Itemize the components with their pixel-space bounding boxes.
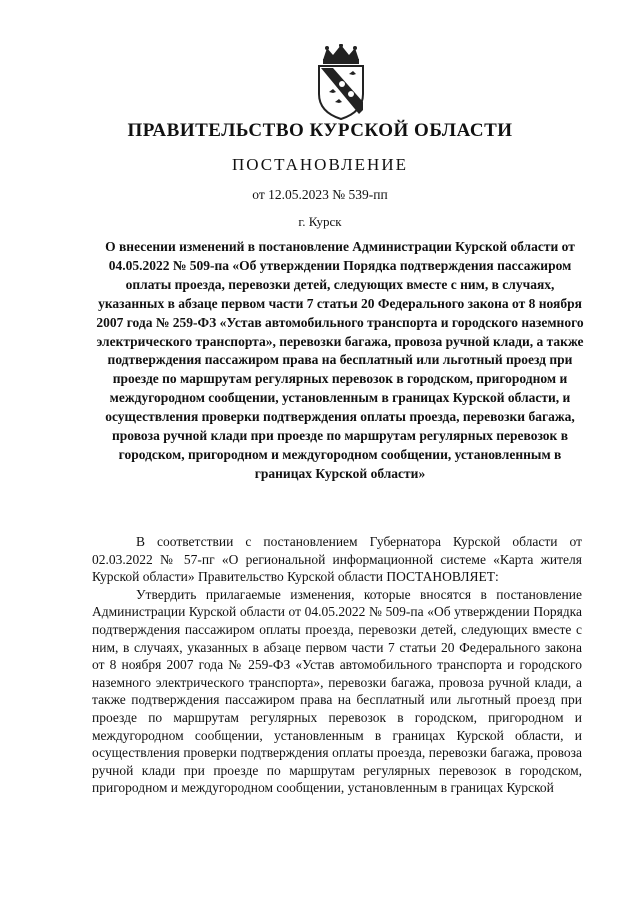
document-date-number: от 12.05.2023 № 539-пп [252,187,388,202]
document-type: ПОСТАНОВЛЕНИЕ [231,155,408,174]
document-subject: О внесении изменений в постановление Администрации Курской области от 04.05.2022 № 509-па «Об утверждении Порядка подтверждения пассажиром оплаты проезда, перевозки детей, следующих вместе с ним, в случаях, указанных в абзаце первом части 7 статьи 20 Федерального закона от 8 ноября 2007 года № 259-ФЗ «Устав автомобильного транспорта и городского наземного электрического транспорта», перевозки багажа, провоза ручной клади, а также подтверждения пассажиром права на бесплатный или льготный проезд при проезде по маршрутам регулярных перевозок в городском, пригородном и междугородном сообщении, установленным в границах Курской области, и осуществления проверки подтверждения оплаты проезда, перевозки багажа, провоза ручной клади при проезде по маршрутам регулярных перевозок в городском, пригородном и междугородном сообщении, установленным в границах Курской области» [96,239,584,481]
kursk-coat-of-arms-icon [309,44,373,120]
document-body [92,533,582,797]
body-paragraph-1: В соответствии с постановлением Губернатора Курской области от 02.03.2022 № 57-пг «О региональной информационной системе «Карта жителя Курской области» Правительство Курской области ПОСТАНОВЛЯЕТ: [92,534,582,585]
government-title: ПРАВИТЕЛЬСТВО КУРСКОЙ ОБЛАСТИ [127,120,513,141]
document-city: г. Курск [298,214,342,229]
body-paragraph-2: Утвердить прилагаемые изменения, которые вносятся в постановление Администрации Курской области от 04.05.2022 № 509-па «Об утверждении Порядка подтверждения пассажиром оплаты проезда, перевозки детей, следующих вместе с ним, в случаях, указанных в абзаце первом части 7 статьи 20 Федерального закона от 8 ноября 2007 года № 259-ФЗ «Устав автомобильного транспорта и городского наземного электрического транспорта», перевозки багажа, провоза ручной клади, а также подтверждения пассажиром права на бесплатный или льготный проезд при проезде по маршрутам регулярных перевозок в городском, пригородном и междугородном сообщении, установленным в границах Курской области, и осуществления проверки подтверждения оплаты проезда, перевозки багажа, провоза ручной клади при проезде по маршрутам регулярных перевозок в городском, пригородном и междугородном сообщении, установленным в границах Курской [92,586,582,796]
